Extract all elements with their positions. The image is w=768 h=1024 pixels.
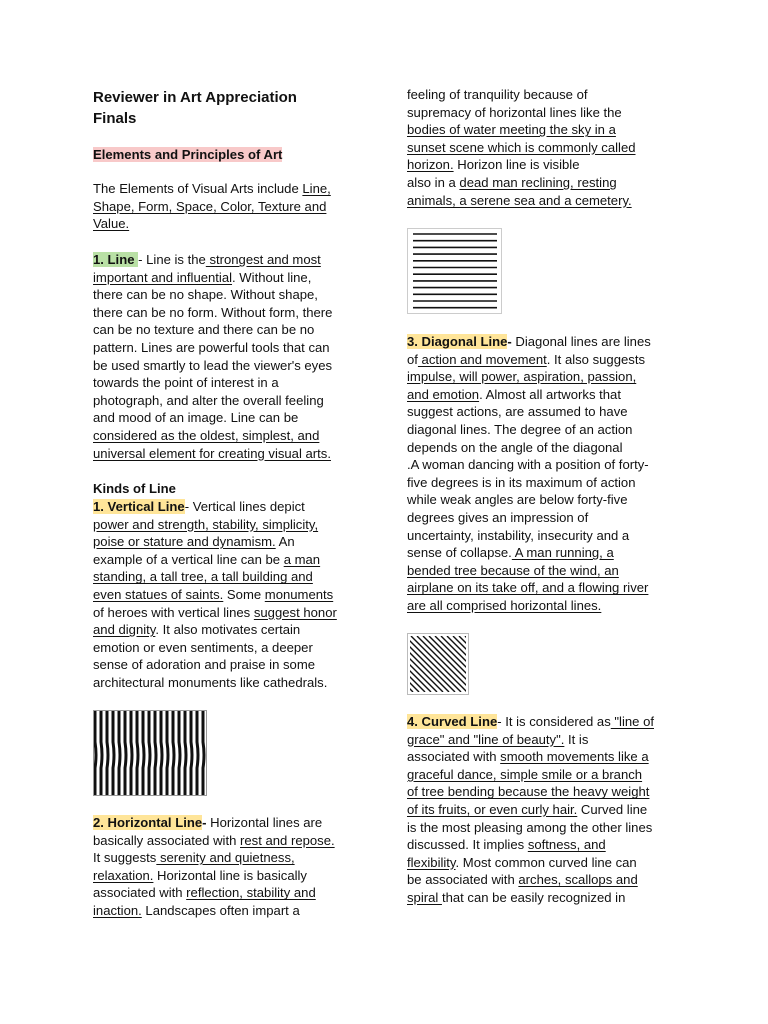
vertical-lines-illustration xyxy=(93,710,207,796)
text-line xyxy=(407,403,683,421)
underlined-text: "line of xyxy=(610,714,654,729)
underlined-text: of tree bending because the heavy weight xyxy=(407,784,650,800)
text-run: that can be easily recognized in xyxy=(441,889,626,905)
text-run: be associated with xyxy=(407,872,519,888)
vertical-stripe xyxy=(113,710,114,796)
vertical-stripe xyxy=(185,710,186,796)
text-run: there can be no form. Without form, there xyxy=(93,304,333,320)
text-line xyxy=(407,801,683,819)
text-run: associated with xyxy=(93,885,187,901)
text-line xyxy=(407,597,683,615)
underlined-text: impulse, will power, aspiration, passion, xyxy=(407,369,637,385)
underlined-text: Value. xyxy=(93,216,130,232)
text-run: photograph, and alter the overall feeling xyxy=(93,392,324,408)
text-run: - It is considered as xyxy=(497,714,611,729)
vertical-stripe xyxy=(203,710,204,796)
underlined-text: considered as the oldest, simplest, and xyxy=(93,427,320,443)
text-line xyxy=(93,568,368,586)
highlighted-term: 4. Curved Line xyxy=(407,714,498,729)
text-run: associated with xyxy=(407,749,501,765)
text-run: suggest actions, are assumed to have xyxy=(407,404,628,420)
text-run: Horizon line is visible xyxy=(453,157,580,173)
text-line xyxy=(93,427,368,445)
text-run: . Without line, xyxy=(232,269,312,285)
diagonal-lines-illustration xyxy=(407,633,469,695)
text-line xyxy=(407,713,683,731)
horizontal-lines-illustration xyxy=(407,228,502,314)
text-line xyxy=(93,604,368,622)
underlined-text: arches, scallops and xyxy=(518,872,638,888)
elements-heading xyxy=(93,146,368,164)
underlined-text: serenity and quietness, xyxy=(156,850,295,866)
underlined-text: a man xyxy=(283,551,321,567)
underlined-text: rest and repose. xyxy=(240,832,335,848)
title-line-2: Finals xyxy=(93,110,137,127)
text-run: - Line is the xyxy=(138,252,206,267)
text-line xyxy=(93,409,368,427)
text-run: example of a vertical line can be xyxy=(93,551,284,567)
underlined-text: A man running, a xyxy=(511,545,614,561)
curved-line-paragraph xyxy=(407,713,683,907)
text-run: towards the point of interest in a xyxy=(93,375,279,391)
text-run: be used smartly to lead the viewer's eyes xyxy=(93,357,333,373)
text-run: Diagonal lines are lines xyxy=(515,334,651,349)
underlined-text: smooth movements like a xyxy=(500,749,649,765)
text-line xyxy=(407,351,683,369)
highlighted-term: 2. Horizontal Line xyxy=(93,815,203,830)
elements-heading-text: Elements and Principles of Art xyxy=(93,147,283,162)
underlined-text: of its fruits, or even curly hair. xyxy=(407,801,578,817)
text-run: architectural monuments like cathedrals. xyxy=(93,674,328,690)
title-line-1: Reviewer in Art Appreciation xyxy=(93,89,297,106)
text-line xyxy=(93,286,368,304)
underlined-text: action and movement xyxy=(417,351,547,367)
underlined-text: graceful dance, simple smile or a branch xyxy=(407,766,643,782)
text-line xyxy=(407,836,683,854)
underlined-text: universal element for creating visual arts. xyxy=(93,445,331,461)
text-run: It is xyxy=(564,731,589,747)
underlined-text: strongest and most xyxy=(205,252,321,267)
underlined-text: airplane on its take off, and a flowing river xyxy=(407,580,649,596)
vertical-stripe xyxy=(149,710,150,796)
text-line xyxy=(407,562,683,580)
vertical-stripe xyxy=(119,710,120,796)
text-run: Landscapes often impart a xyxy=(141,902,300,918)
vertical-stripe xyxy=(197,710,198,796)
text-line xyxy=(93,374,368,392)
underlined-text: Line, xyxy=(302,181,331,196)
text-line xyxy=(407,156,683,174)
text-run: It suggests xyxy=(93,850,157,866)
text-line xyxy=(93,392,368,410)
vertical-stripe xyxy=(161,710,162,796)
vertical-stripe xyxy=(131,710,132,796)
text-run: of heroes with vertical lines xyxy=(93,604,254,620)
text-run: degrees gives an impression of xyxy=(407,509,589,525)
text-line xyxy=(93,198,368,216)
text-run: sense of collapse. xyxy=(407,545,512,561)
vertical-stripe xyxy=(173,710,174,796)
underlined-text: bodies of water meeting the sky in a xyxy=(407,122,616,138)
diagonal-line-paragraph xyxy=(407,333,683,615)
text-line xyxy=(407,748,683,766)
underlined-text: and dignity xyxy=(93,622,156,638)
text-run: . Most common curved line can xyxy=(455,854,637,870)
text-line xyxy=(93,357,368,375)
text-run: there can be no shape. Without shape, xyxy=(93,287,318,303)
text-line xyxy=(93,215,368,233)
text-line xyxy=(93,321,368,339)
text-line xyxy=(93,884,368,902)
text-line xyxy=(93,621,368,639)
text-line xyxy=(407,192,683,210)
underlined-text: Shape, Form, Space, Color, Texture and xyxy=(93,198,327,214)
underlined-text: relaxation. xyxy=(93,867,154,883)
highlighted-term: 1. Vertical Line xyxy=(93,499,185,514)
text-line xyxy=(93,832,368,850)
text-line xyxy=(93,902,368,920)
underlined-text: sunset scene which is commonly called xyxy=(407,139,636,155)
text-line xyxy=(407,104,683,122)
text-line xyxy=(407,871,683,889)
text-line xyxy=(407,139,683,157)
text-run: .A woman dancing with a position of forty- xyxy=(407,457,649,473)
horizontal-line-paragraph xyxy=(93,814,368,920)
text-run: diagonal lines. The degree of an action xyxy=(407,421,633,437)
text-line xyxy=(93,251,368,269)
line-definition-paragraph xyxy=(93,251,368,462)
text-line xyxy=(93,180,368,198)
text-line xyxy=(93,674,368,692)
text-line xyxy=(407,439,683,457)
text-line xyxy=(93,516,368,534)
text-line xyxy=(407,731,683,749)
text-line xyxy=(407,121,683,139)
text-run: . It also motivates certain xyxy=(155,622,301,638)
text-line xyxy=(93,849,368,867)
text-run: emotion or even sentiments, a deeper xyxy=(93,639,313,655)
text-line xyxy=(407,819,683,837)
text-run: can be no texture and there can be no xyxy=(93,322,315,338)
text-line xyxy=(407,766,683,784)
underlined-text: softness, and xyxy=(527,837,606,853)
underlined-text: bended tree because of the wind, an xyxy=(407,562,619,578)
vertical-lines-figure xyxy=(93,710,207,796)
text-run: is the most pleasing among the other lines xyxy=(407,819,653,835)
text-line xyxy=(407,174,683,192)
vertical-stripe xyxy=(95,710,96,796)
text-line xyxy=(93,814,368,832)
text-line xyxy=(93,533,368,551)
text-run: also in a xyxy=(407,174,460,190)
text-run: basically associated with xyxy=(93,832,241,848)
text-run: pattern. Lines are powerful tools that can xyxy=(93,339,330,355)
vertical-stripe xyxy=(143,710,144,796)
text-run: An xyxy=(275,534,295,550)
text-line xyxy=(407,544,683,562)
underlined-text: inaction. xyxy=(93,902,142,918)
vertical-stripe xyxy=(101,710,102,796)
text-line xyxy=(407,491,683,509)
underlined-text: monuments xyxy=(264,586,334,602)
text-line xyxy=(93,586,368,604)
vertical-stripe xyxy=(155,710,156,796)
text-line xyxy=(407,456,683,474)
vertical-stripe xyxy=(179,710,180,796)
text-run: of xyxy=(407,351,418,367)
text-run: supremacy of horizontal lines like the xyxy=(407,104,622,120)
vertical-stripe xyxy=(107,710,108,796)
text-run: and mood of an image. Line can be xyxy=(93,410,299,426)
text-line xyxy=(407,421,683,439)
underlined-text: even statues of saints. xyxy=(93,586,224,602)
underlined-text: suggest honor xyxy=(253,604,337,620)
highlighted-term: 1. Line xyxy=(93,252,139,267)
text-run: sense of adoration and praise in some xyxy=(93,657,316,673)
text-run: - xyxy=(202,815,211,830)
text-run: Horizontal line is basically xyxy=(153,867,307,883)
vertical-stripe xyxy=(137,710,138,796)
text-line xyxy=(93,867,368,885)
kinds-of-line-heading: Kinds of Line xyxy=(93,481,176,496)
text-run: while weak angles are below forty-five xyxy=(407,492,628,508)
text-line xyxy=(407,86,683,104)
text-line xyxy=(93,304,368,322)
vertical-stripe xyxy=(191,710,192,796)
underlined-text: and emotion xyxy=(407,386,480,402)
elements-intro-paragraph xyxy=(93,180,368,233)
text-line xyxy=(93,551,368,569)
text-line xyxy=(407,579,683,597)
text-run: . Almost all artworks that xyxy=(479,386,621,402)
text-line xyxy=(407,889,683,907)
text-line xyxy=(407,509,683,527)
text-run: depends on the angle of the diagonal xyxy=(407,439,623,455)
underlined-text: grace" and "line of beauty". xyxy=(407,731,565,747)
text-run: Horizontal lines are xyxy=(210,815,323,830)
text-line xyxy=(407,386,683,404)
vertical-stripe xyxy=(125,710,126,796)
text-run: discussed. It implies xyxy=(407,837,528,853)
text-line xyxy=(407,333,683,351)
text-line xyxy=(407,854,683,872)
vertical-line-paragraph xyxy=(93,498,368,692)
text-run: . It also suggests xyxy=(546,351,646,367)
text-line xyxy=(407,527,683,545)
text-run: uncertainty, instability, insecurity and a xyxy=(407,527,630,543)
text-line xyxy=(93,269,368,287)
text-run: Some xyxy=(223,586,265,602)
underlined-text: power and strength, stability, simplicity, xyxy=(93,516,319,532)
underlined-text: horizon. xyxy=(407,157,454,173)
underlined-text: important and influential xyxy=(93,269,233,285)
text-line xyxy=(93,498,368,516)
underlined-text: poise or stature and dynamism. xyxy=(93,534,276,550)
underlined-text: animals, a serene sea and a cemetery. xyxy=(407,192,632,208)
horizontal-lines-figure xyxy=(407,228,502,314)
vertical-stripe xyxy=(167,710,168,796)
text-line xyxy=(93,339,368,357)
text-line xyxy=(93,445,368,463)
text-run: The Elements of Visual Arts include xyxy=(93,181,303,196)
text-run: - xyxy=(507,334,516,349)
underlined-text: reflection, stability and xyxy=(186,885,316,901)
underlined-text: spiral xyxy=(407,889,442,905)
text-line xyxy=(93,639,368,657)
diagonal-lines-figure xyxy=(407,633,469,695)
text-run: - Vertical lines depict xyxy=(184,499,305,514)
text-line xyxy=(93,656,368,674)
text-line xyxy=(407,368,683,386)
underlined-text: flexibility xyxy=(407,854,456,870)
text-run: Curved line xyxy=(577,801,648,817)
underlined-text: standing, a tall tree, a tall building and xyxy=(93,569,313,585)
underlined-text: are all comprised horizontal lines. xyxy=(407,597,602,613)
underlined-text: dead man reclining, resting xyxy=(459,174,617,190)
text-run: feeling of tranquility because of xyxy=(407,87,588,102)
horizontal-line-continued-paragraph xyxy=(407,86,683,209)
text-line xyxy=(407,474,683,492)
text-line xyxy=(407,783,683,801)
text-run: five degrees is in its maximum of action xyxy=(407,474,636,490)
document-title xyxy=(93,87,368,129)
highlighted-term: 3. Diagonal Line xyxy=(407,334,508,349)
